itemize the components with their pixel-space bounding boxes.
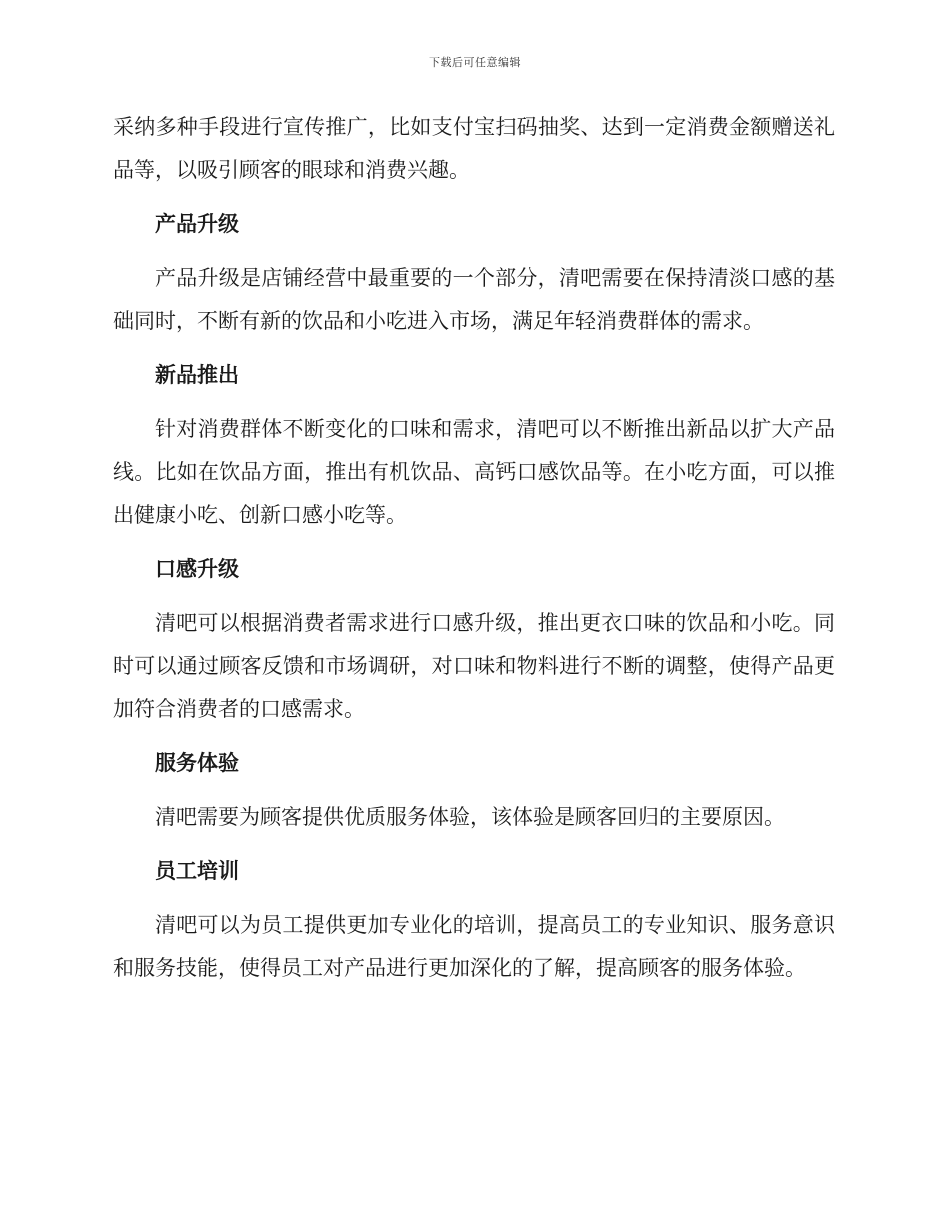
heading-taste-upgrade: 口感升级	[155, 557, 239, 581]
paragraph-new-products: 针对消费群体不断变化的口味和需求，清吧可以不断推出新品以扩大产品线。比如在饮品方面，推出有机饮品、高钙口感饮品等。在小吃方面，可以推出健康小吃、创新口感小吃等。	[113, 417, 835, 527]
page-header: 下载后可任意编辑	[429, 56, 521, 69]
paragraph-taste-upgrade: 清吧可以根据消费者需求进行口感升级，推出更衣口味的饮品和小吃。同时可以通过顾客反馈和市场调研，对口味和物料进行不断的调整，使得产品更加符合消费者的口感需求。	[113, 611, 835, 721]
spacer	[113, 731, 835, 742]
spacer	[113, 893, 835, 904]
spacer	[113, 591, 835, 602]
document-body	[113, 106, 835, 990]
paragraph-product-upgrade: 产品升级是店铺经营中最重要的一个部分，清吧需要在保持清淡口感的基础同时，不断有新的饮品和小吃进入市场，满足年轻消费群体的需求。	[113, 266, 835, 333]
spacer	[113, 246, 835, 257]
spacer	[113, 397, 835, 408]
heading-product-upgrade: 产品升级	[155, 212, 239, 236]
heading-staff-training: 员工培训	[155, 859, 239, 883]
spacer	[113, 537, 835, 548]
paragraph-promotion: 采纳多种手段进行宣传推广，比如支付宝扫码抽奖、达到一定消费金额赠送礼品等，以吸引顾客的眼球和消费兴趣。	[113, 115, 835, 182]
paragraph-service-experience: 清吧需要为顾客提供优质服务体验，该体验是顾客回归的主要原因。	[155, 805, 785, 829]
heading-service-experience: 服务体验	[155, 751, 239, 775]
heading-new-products: 新品推出	[155, 363, 239, 387]
spacer	[113, 192, 835, 203]
spacer	[113, 343, 835, 354]
paragraph-staff-training: 清吧可以为员工提供更加专业化的培训，提高员工的专业知识、服务意识和服务技能，使得员工对产品进行更加深化的了解，提高顾客的服务体验。	[113, 913, 835, 980]
spacer	[113, 785, 835, 796]
spacer	[113, 839, 835, 850]
